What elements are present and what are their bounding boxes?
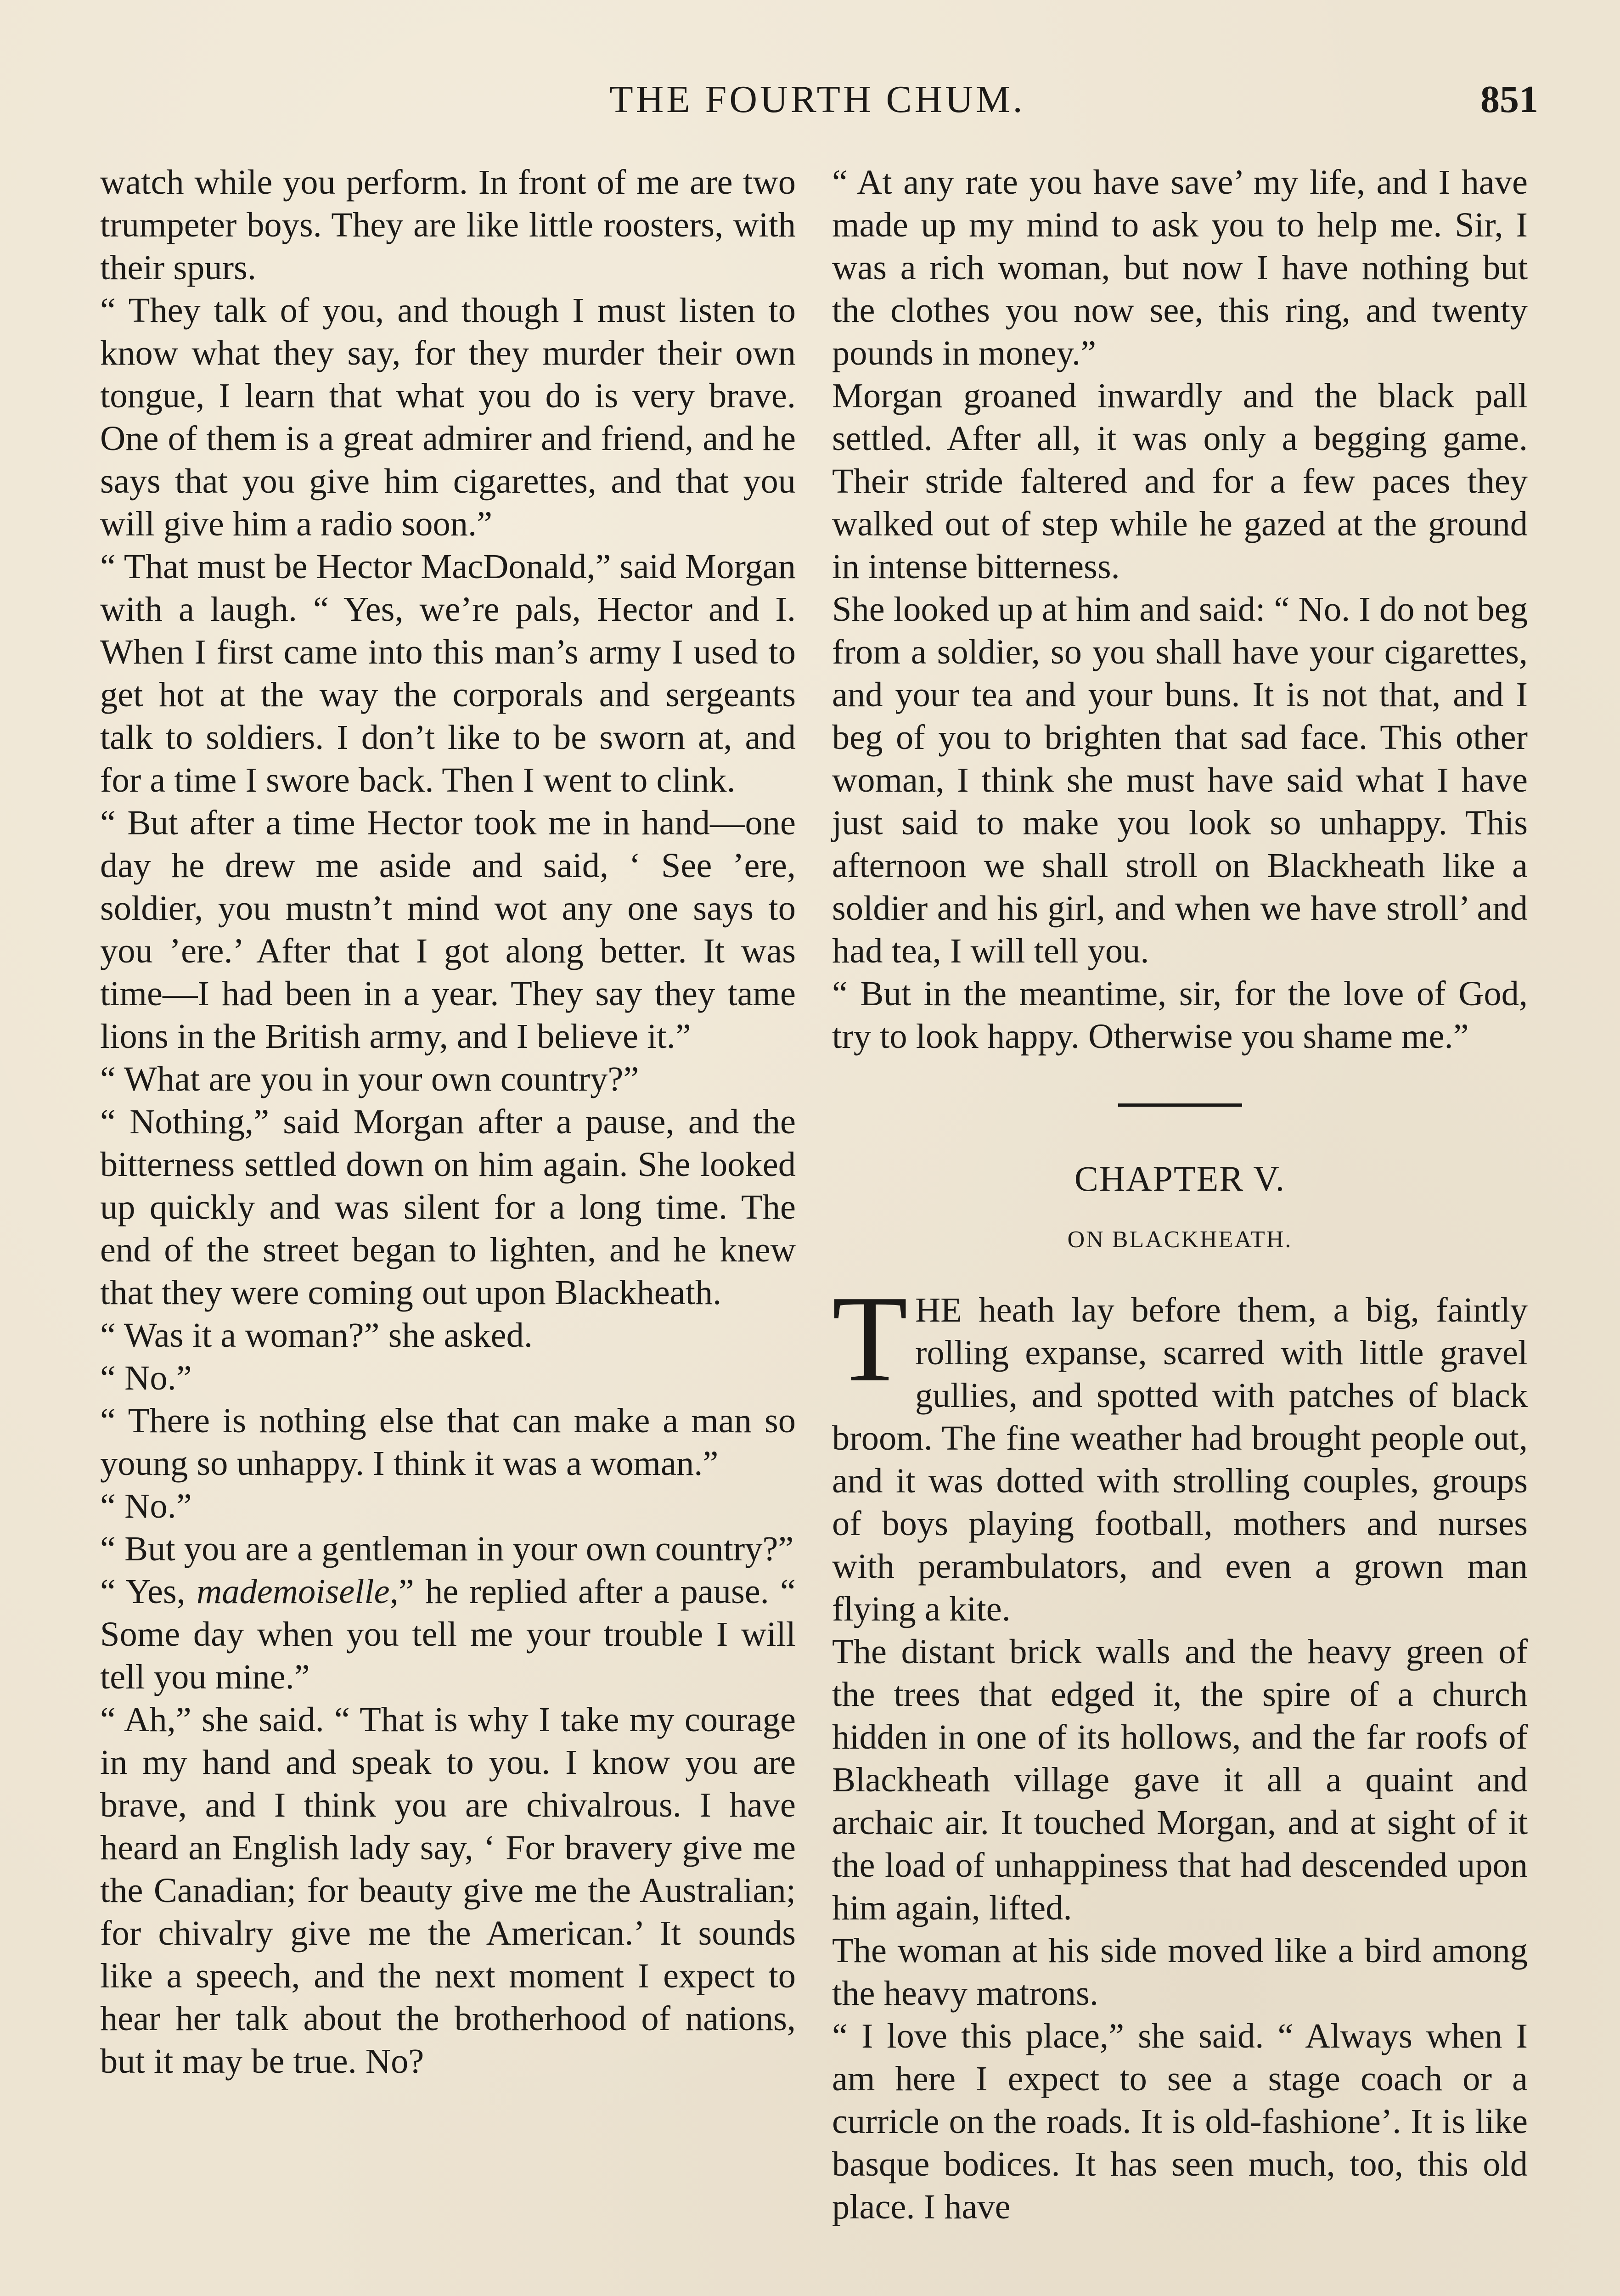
paragraph-text: heath lay before them, a big, faintly rolling expanse, scarred with little gravel gullies, and spotted with patches of black broom. The fine weather had brought people out, and it was dotted with strolling couples, groups of boys playing football, mothers and nurses with perambulators, and even a grown man flying a kite. bbox=[832, 1290, 1528, 1628]
paragraph: “ Was it a woman?” she asked. bbox=[100, 1316, 533, 1355]
paragraph: “ Ah,” she said. “ That is why I take my courage in my hand and speak to you. I know you are brave, and I think you are chivalrous. I have heard an English lady say, ‘ For bravery give me the Canadian; for beauty give me the Australian; for chivalry give me the American.’ It sounds like a speech, and the next moment I expect to hear her talk about the brotherhood of nations, but it may be true. No? bbox=[100, 1700, 796, 2081]
paragraph: “ But in the meantime, sir, for the love of God, try to look happy. Otherwise you shame me.” bbox=[832, 974, 1528, 1056]
drop-cap: T bbox=[832, 1270, 908, 1407]
section-divider bbox=[1118, 1103, 1242, 1107]
paragraph-text: ” he replied after a pause. “ Some day when you tell me your trouble I will tell you mine.” bbox=[100, 1572, 796, 1696]
paragraph: “ Nothing,” said Morgan after a pause, and the bitterness settled down on him again. She looked up quickly and was silent for a long time. The end of the street began to lighten, and he knew that they were coming out upon Blackheath. bbox=[100, 1102, 796, 1312]
left-column bbox=[100, 161, 796, 2082]
paragraph: She looked up at him and said: “ No. I do not beg from a soldier, so you shall have your cigarettes, and your tea and your buns. It is not that, and I beg of you to brighten that sad face. This other woman, I think she must have said what I have just said to make you look so unhappy. This afternoon we shall stroll on Blackheath like a soldier and his girl, and when we have stroll’ and had tea, I will tell you. bbox=[832, 590, 1528, 970]
right-column bbox=[832, 161, 1528, 2228]
drop-cap-continuation: HE bbox=[915, 1290, 962, 1329]
paragraph: “ At any rate you have save’ my life, and I have made up my mind to ask you to help me. Sir, I was a rich woman, but now I have nothing but the clothes you now see, this ring, and twenty pounds in money.” bbox=[832, 163, 1528, 372]
paragraph: “ But after a time Hector took me in hand—one day he drew me aside and said, ‘ See ’ere, soldier, you mustn’t mind wot any one says to you ’ere.’ After that I got along better. It was time—I had been in a year. They say they tame lions in the British army, and I believe it.” bbox=[100, 803, 796, 1056]
paragraph: “ I love this place,” she said. “ Always when I am here I expect to see a stage coach or a curricle on the roads. It is old-fashione’. It is like basque bodices. It has seen much, too, this old place. I have bbox=[832, 2016, 1528, 2226]
paragraph: “ There is nothing else that can make a man so young so unhappy. I think it was a woman.” bbox=[100, 1401, 796, 1483]
paragraph: Morgan groaned inwardly and the black pall settled. After all, it was only a begging game. Their stride faltered and for a few paces they walked out of step while he gazed at the ground in intense bitterness. bbox=[832, 376, 1528, 586]
paragraph: The woman at his side moved like a bird among the heavy matrons. bbox=[832, 1931, 1528, 2013]
paragraph bbox=[100, 1570, 796, 1698]
paragraph: watch while you perform. In front of me are two trumpeter boys. They are like little roosters, with their spurs. bbox=[100, 163, 796, 287]
chapter-title: CHAPTER V. bbox=[1074, 1159, 1286, 1199]
paragraph: The distant brick walls and the heavy green of the trees that edged it, the spire of a church hidden in one of its hollows, and the far roofs of Blackheath village gave it all a quaint and archaic air. It touched Morgan, and at sight of it the load of unhappiness that had descended upon him again, lifted. bbox=[832, 1632, 1528, 1927]
paragraph-text: “ Yes, bbox=[100, 1572, 197, 1611]
paragraph: “ What are you in your own country?” bbox=[100, 1059, 639, 1098]
paragraph: “ No.” bbox=[100, 1486, 192, 1525]
chapter-opening-paragraph bbox=[832, 1270, 1528, 1630]
paragraph: “ But you are a gentleman in your own country?” bbox=[100, 1529, 794, 1568]
paragraph: “ No.” bbox=[100, 1358, 192, 1397]
running-title: THE FOURTH CHUM. bbox=[609, 78, 1025, 121]
chapter-subtitle: ON BLACKHEATH. bbox=[1067, 1227, 1293, 1253]
running-head bbox=[96, 77, 1538, 132]
paragraph: “ That must be Hector MacDonald,” said Morgan with a laugh. “ Yes, we’re pals, Hector and I. When I first came into this man’s army I used to get hot at the way the corporals and sergeants talk to soldiers. I don’t like to be sworn at, and for a time I swore back. Then I went to clink. bbox=[100, 547, 796, 799]
italic-text: mademoiselle, bbox=[197, 1572, 399, 1611]
page-number: 851 bbox=[1480, 78, 1538, 121]
paragraph: “ They talk of you, and though I must listen to know what they say, for they murder their own tongue, I learn that what you do is very brave. One of them is a great admirer and friend, and he says that you give him cigarettes, and that you will give him a radio soon.” bbox=[100, 291, 796, 543]
